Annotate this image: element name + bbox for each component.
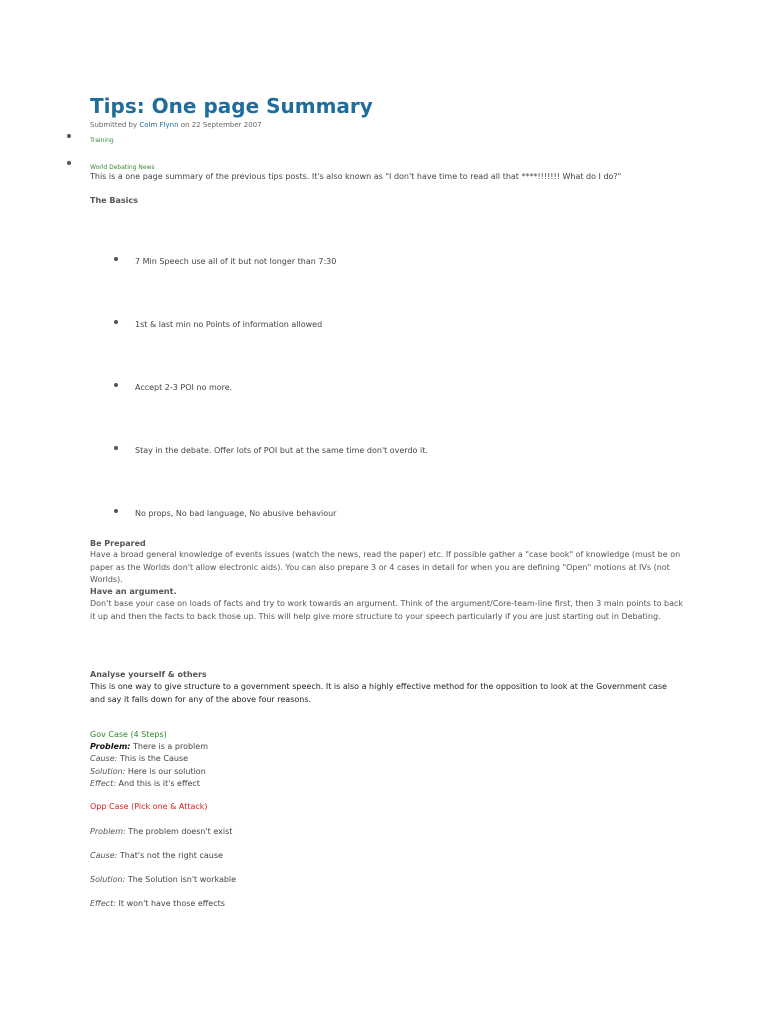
- basics-item: Accept 2-3 POI no more.: [135, 383, 233, 392]
- gov-case-label: Problem:: [90, 742, 131, 751]
- bullet-icon: [114, 446, 118, 450]
- opp-case-text: It won't have those effects: [115, 899, 225, 908]
- basics-heading: The Basics: [90, 196, 138, 205]
- bullet-icon: [114, 383, 118, 387]
- basics-item: 1st & last min no Points of information allowed: [135, 320, 323, 329]
- opp-case-label: Problem:: [90, 827, 126, 836]
- gov-case-line: [90, 778, 200, 790]
- opp-case-text: The problem doesn't exist: [125, 827, 233, 836]
- argument-heading: Have an argument.: [90, 587, 177, 596]
- prepared-heading: Be Prepared: [90, 539, 146, 548]
- opp-case-line: [90, 826, 232, 838]
- gov-case-text: And this is it's effect: [115, 779, 200, 788]
- gov-case-heading: Gov Case (4 Steps): [90, 730, 167, 739]
- basics-item: Stay in the debate. Offer lots of POI but at the same time don't overdo it.: [135, 446, 428, 455]
- basics-item: 7 Min Speech use all of it but not longer than 7:30: [135, 257, 337, 266]
- gov-case-text: There is a problem: [130, 742, 208, 751]
- opp-case-line: [90, 898, 225, 910]
- gov-case-text: This is the Cause: [117, 754, 189, 763]
- opp-case-text: That's not the right cause: [117, 851, 223, 860]
- opp-case-line: [90, 850, 223, 862]
- gov-case-label: Effect:: [90, 779, 116, 788]
- tag-world-debating-news[interactable]: World Debating News: [90, 164, 155, 171]
- opp-case-heading: Opp Case (Pick one & Attack): [90, 802, 208, 811]
- submitted-prefix: Submitted by: [90, 121, 140, 129]
- analyse-body: This is one way to give structure to a government speech. It is also a highly effective method for the opposition to look at the Government case and say it falls down for any of the above four reasons.: [90, 682, 667, 704]
- gov-case-text: Here is our solution: [125, 767, 206, 776]
- gov-case-line: [90, 753, 188, 765]
- submitted-line: [90, 121, 262, 129]
- gov-case-label: Cause:: [90, 754, 118, 763]
- bullet-icon: [67, 134, 71, 138]
- gov-case-label: Solution:: [90, 767, 126, 776]
- intro-text: This is a one page summary of the previous tips posts. It's also known as "I don't have time to read all that ****!!!!!!! What do I do?": [90, 172, 622, 181]
- opp-case-line: [90, 874, 236, 886]
- page-title: Tips: One page Summary: [90, 94, 373, 118]
- tag-training[interactable]: Training: [90, 137, 114, 144]
- opp-case-label: Solution:: [90, 875, 126, 884]
- prepared-body: Have a broad general knowledge of events issues (watch the news, read the paper) etc. If possible gather a "case book" of knowledge (must be on paper as the Worlds don't allow electronic aids). You can also prepare 3 or 4 cases in detail for when you are defining "Open" motions at IVs (not Worlds).: [90, 550, 681, 584]
- author-link[interactable]: Colm Flynn: [139, 121, 179, 129]
- basics-item: No props, No bad language, No abusive behaviour: [135, 509, 337, 518]
- bullet-icon: [114, 509, 118, 513]
- post-date: on 22 September 2007: [178, 121, 262, 129]
- gov-case-line: [90, 766, 206, 778]
- analyse-heading: Analyse yourself & others: [90, 670, 207, 679]
- opp-case-text: The Solution isn't workable: [125, 875, 237, 884]
- opp-case-label: Cause:: [90, 851, 118, 860]
- opp-case-label: Effect:: [90, 899, 116, 908]
- argument-body: Don't base your case on loads of facts and try to work towards an argument. Think of the argument/Core-team-line first, then 3 main points to back it up and then the facts to back those up. This will help give more structure to your speech particularly if you are just starting out in Debating.: [90, 599, 684, 621]
- bullet-icon: [114, 320, 118, 324]
- bullet-icon: [114, 257, 118, 261]
- bullet-icon: [67, 161, 71, 165]
- gov-case-line: [90, 741, 208, 753]
